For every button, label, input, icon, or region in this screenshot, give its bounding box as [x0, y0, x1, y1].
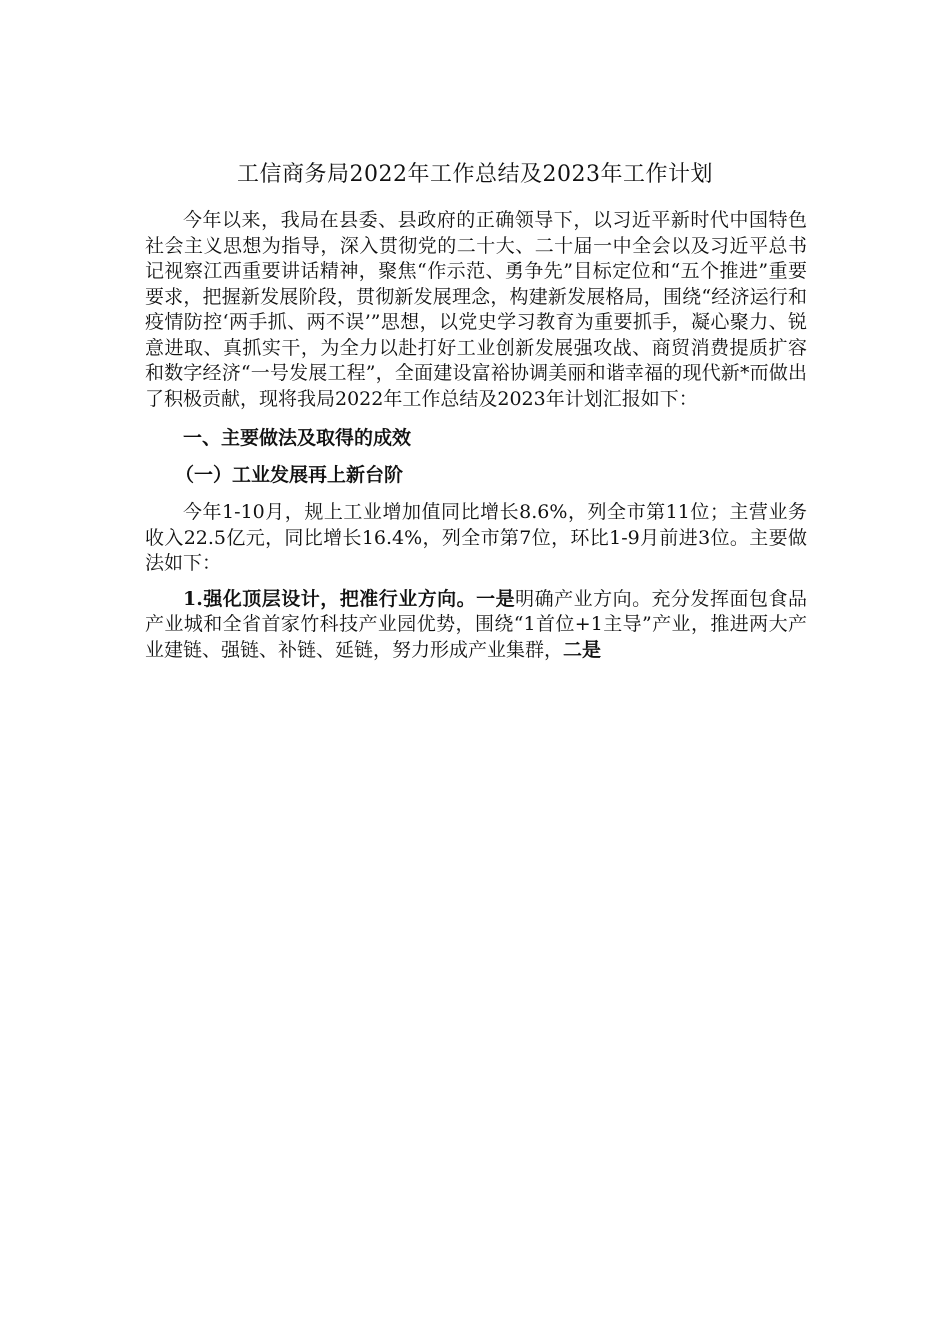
intro-paragraph: 今年以来，我局在县委、县政府的正确领导下，以习近平新时代中国特色社会主义思想为指导，深入贯彻党的二十大、二十届一中全会以及习近平总书记视察江西重要讲话精神，聚焦“作示范、勇争先”目标定位和“五个推进”重要要求，把握新发展阶段，贯彻新发展理念，构建新发展格局，围绕“经济运行和疫情防控‘两手抓、两不误’”思想，以党史学习教育为重要抓手，凝心聚力、锐意进取、真抓实干，为全力以赴打好工业创新发展强攻战、商贸消费提质扩容和数字经济“一号发展工程”，全面建设富裕协调美丽和谐幸福的现代新*而做出了积极贡献，现将我局2022年工作总结及2023年计划汇报如下： — [145, 209, 807, 410]
section-heading-1: 一、主要做法及取得的成效 — [183, 427, 412, 449]
measures-text: 明确产业方向。充分发挥面包食品产业城和全省首家竹科技产业园优势，围绕“1首位+1主导”产业，推进两大产业建链、强链、补链、延链，努力形成产业集群， — [145, 587, 807, 661]
industry-paragraph: 今年1-10月，规上工业增加值同比增长8.6%，列全市第11位；主营业务收入22.5亿元，同比增长16.4%，列全市第7位，环比1-9月前进3位。主要做法如下： — [145, 501, 807, 574]
measures-paragraph — [145, 587, 807, 664]
subsection-heading-1: （一）工业发展再上新台阶 — [175, 464, 404, 486]
document-title: 工信商务局2022年工作总结及2023年工作计划 — [237, 162, 713, 187]
measures-lead: 1.强化顶层设计，把准行业方向。一是 — [183, 587, 516, 610]
measures-next-lead: 二是 — [563, 638, 602, 661]
document-body — [145, 208, 807, 663]
